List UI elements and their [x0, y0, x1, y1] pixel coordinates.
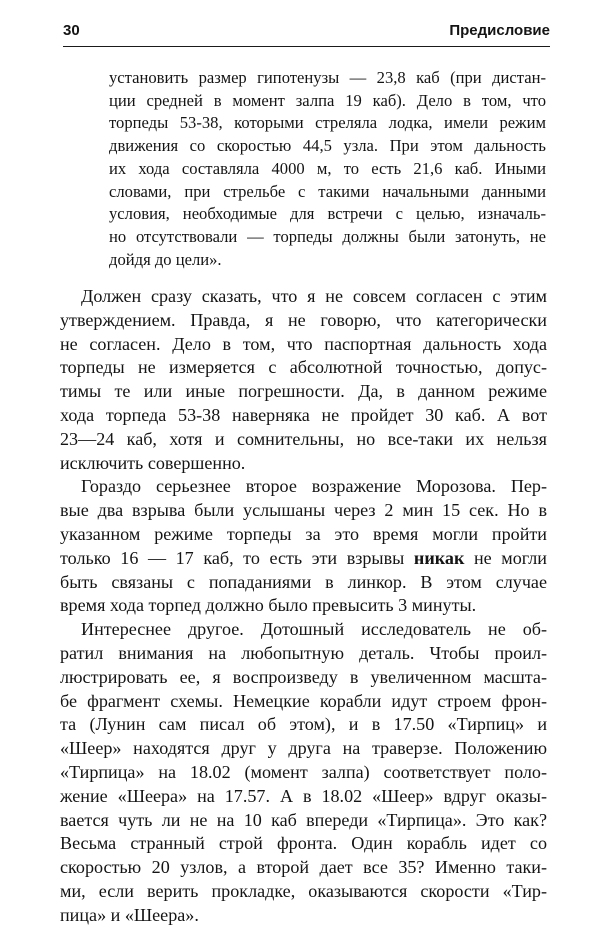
text-line: ми, если верить прокладке, оказываются скорости «Тир- [60, 880, 547, 901]
text-line: указанном режиме торпеды за это время могли пройти [60, 523, 547, 544]
quote-line: установить размер гипотенузы — 23,8 каб (при дистан- [109, 68, 546, 87]
text-line: жение «Шеера» на 17.57. А в 18.02 «Шеер» вдруг оказы- [60, 785, 547, 806]
text-line: 23—24 каб, хотя и сомнительны, но все-таки их нельзя [60, 428, 547, 449]
text-line: хода торпеда 53-38 наверняка не пройдет 30 каб. А вот [60, 404, 547, 425]
text-line: вые два взрыва были услышаны через 2 мин 15 сек. Но в [60, 500, 547, 521]
quote-line: дойдя до цели». [109, 249, 222, 269]
quoted-passage [109, 67, 546, 271]
text-line: скоростью 20 узлов, а второй дает все 35? Именно таки- [60, 857, 547, 878]
quote-line: словами, при стрельбе с такими начальными данными [109, 181, 546, 201]
page-number: 30 [63, 22, 80, 39]
text-run: не могли [464, 547, 547, 568]
text-line: та (Лунин сам писал об этом), и в 17.50 «Тирпиц» и [60, 714, 547, 735]
text-line: ратил внимания на любопытную деталь. Чтобы проил- [60, 642, 547, 663]
quote-line: движения со скоростью 44,5 узла. При этом дальность [109, 136, 546, 156]
text-line: пица» и «Шеера». [60, 904, 199, 925]
main-text [60, 285, 547, 928]
page-header [63, 16, 550, 47]
text-line: люстрировать ее, я воспроизведу в увеличенном масшта- [60, 666, 547, 687]
text-line: бе фрагмент схемы. Немецкие корабли идут строем фрон- [60, 690, 547, 711]
text-line: «Тирпица» на 18.02 (момент залпа) соответствует поло- [60, 761, 547, 782]
quote-line: их хода составляла 4000 м, то есть 21,6 каб. Иными [109, 158, 546, 178]
text-run: только 16 — 17 каб, то есть эти взрывы [60, 547, 414, 568]
paragraph-3 [60, 618, 547, 927]
quote-line: торпеды 53-38, которыми стреляла лодка, имели режим [109, 113, 546, 133]
text-line: быть связаны с попаданиями в линкор. В этом случае [60, 571, 547, 592]
quote-line: условия, необходимые для встречи с целью, изначаль- [109, 204, 546, 224]
text-line: не согласен. Дело в том, что паспортная дальность хода [60, 333, 547, 354]
paragraph-2 [60, 475, 547, 618]
text-line: утверждением. Правда, я не говорю, что категорически [60, 309, 547, 330]
text-line: «Шеер» находятся друг у друга на траверзе. Положению [60, 738, 547, 759]
paragraph-1 [60, 285, 547, 475]
text-line: Интереснее другое. Дотошный исследователь не об- [81, 619, 547, 640]
text-line: тимы те или иные погрешности. Да, в данном режиме [60, 381, 547, 402]
text-line: Гораздо серьезнее второе возражение Морозова. Пер- [81, 476, 547, 497]
text-line: торпеды не измеряется с абсолютной точностью, допус- [60, 357, 547, 378]
text-line: Должен сразу сказать, что я не совсем согласен с этим [81, 286, 547, 306]
text-line: исключить совершенно. [60, 452, 246, 473]
quote-line: но отсутствовали — торпеды должны были затонуть, не [109, 226, 546, 246]
quote-line: ции средней в момент залпа 19 каб). Дело в том, что [109, 90, 546, 110]
emphasis-word: никак [413, 547, 465, 568]
text-line: время хода торпед должно было превысить 3 минуты. [60, 595, 477, 616]
running-title: Предисловие [449, 22, 550, 39]
text-line: вается чуть ли не на 10 каб впереди «Тирпица». Это как? [60, 809, 547, 830]
text-line [60, 547, 547, 571]
text-line: Весьма странный строй фронта. Один корабль идет со [60, 833, 547, 854]
